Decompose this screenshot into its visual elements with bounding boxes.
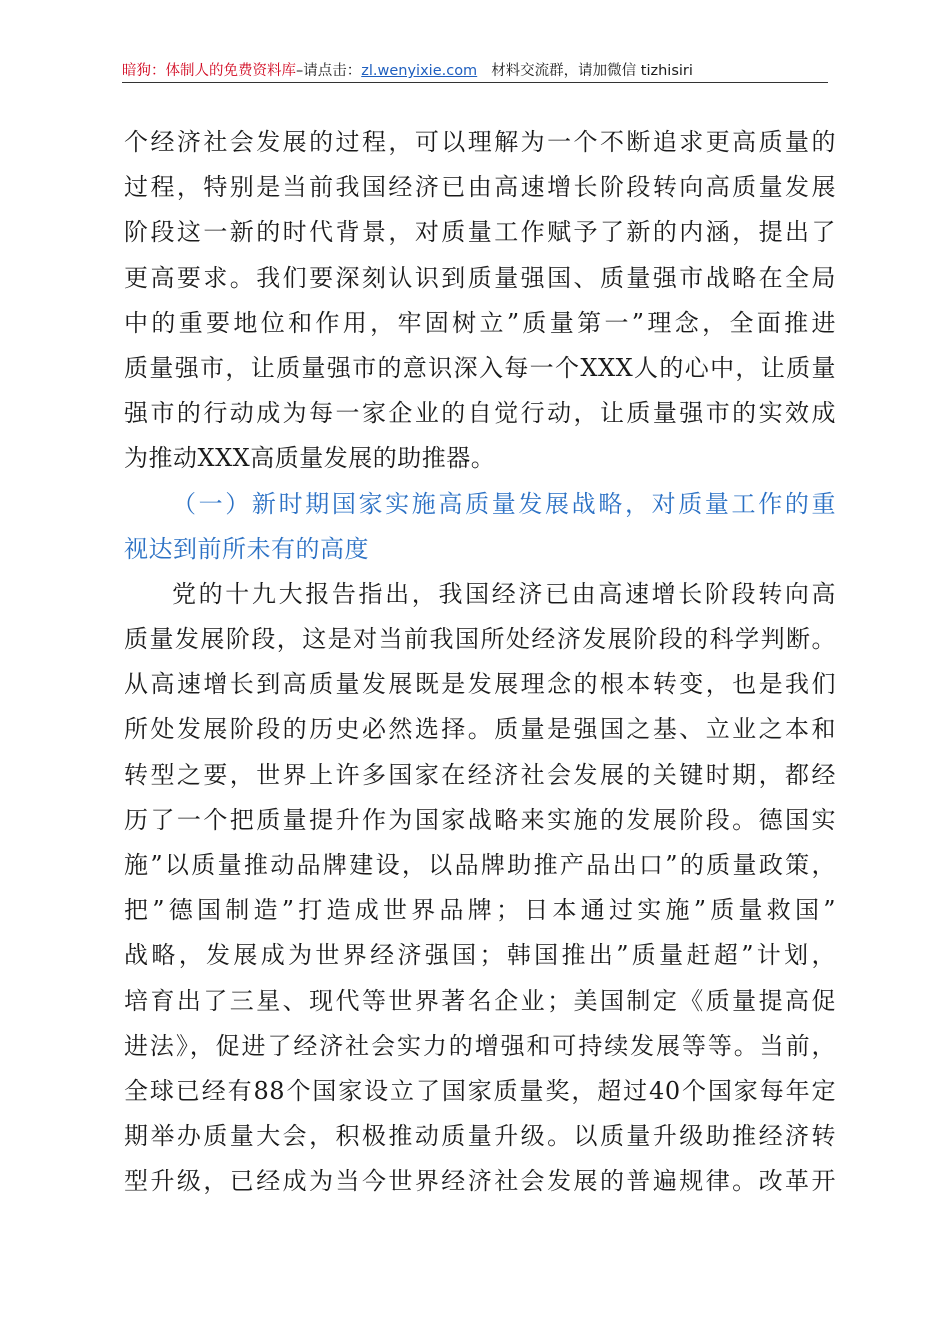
text-line: 从高速增长到高质量发展既是发展理念的根本转变，也是我们 — [124, 670, 836, 699]
document-body — [124, 120, 836, 1205]
paragraph-1 — [124, 120, 836, 482]
header-link[interactable]: zl.wenyixie.com — [361, 63, 478, 79]
heading-line: （一）新时期国家实施高质量发展战略，对质量工作的重 — [172, 489, 836, 518]
text-line: 型升级，已经成为当今世界经济社会发展的普遍规律。改革开 — [124, 1167, 836, 1196]
text-line: 施”以质量推动品牌建设，以品牌助推产品出口”的质量政策， — [124, 851, 836, 879]
text-line: 党的十九大报告指出，我国经济已由高速增长阶段转向高 — [172, 579, 836, 608]
page-header — [122, 58, 828, 84]
header-site-name: 暗狗：体制人的免费资料库 — [122, 63, 296, 79]
text-line: 为推动XXX高质量发展的助推器。 — [124, 444, 496, 473]
header-click-prompt: –请点击： — [296, 63, 362, 79]
text-line: 所处发展阶段的历史必然选择。质量是强国之基、立业之本和 — [124, 715, 836, 744]
text-line: 更高要求。我们要深刻认识到质量强国、质量强市战略在全局 — [124, 263, 836, 292]
text-line: 个经济社会发展的过程，可以理解为一个不断追求更高质量的 — [124, 128, 836, 156]
heading-line: 视达到前所未有的高度 — [124, 534, 369, 563]
text-line: 战略，发展成为世界经济强国；韩国推出”质量赶超”计划， — [124, 941, 836, 970]
text-line: 历了一个把质量提升作为国家战略来实施的发展阶段。德国实 — [124, 805, 836, 834]
text-line: 转型之要，世界上许多国家在经济社会发展的关键时期，都经 — [124, 760, 836, 789]
text-line: 中的重要地位和作用，牢固树立”质量第一”理念，全面推进 — [124, 308, 836, 337]
text-line: 全球已经有88个国家设立了国家质量奖，超过40个国家每年定 — [124, 1076, 836, 1105]
text-line: 质量强市，让质量强市的意识深入每一个XXX人的心中，让质量 — [124, 353, 836, 382]
header-wechat-note: 材料交流群，请加微信 tizhisiri — [491, 63, 693, 79]
text-line: 进法》，促进了经济社会实力的增强和可持续发展等等。当前， — [124, 1031, 836, 1060]
header-divider — [122, 82, 828, 83]
section-heading — [124, 482, 836, 572]
text-line: 过程，特别是当前我国经济已由高速增长阶段转向高质量发展 — [124, 173, 836, 202]
text-line: 强市的行动成为每一家企业的自觉行动，让质量强市的实效成 — [124, 399, 836, 428]
text-line: 把”德国制造”打造成世界品牌；日本通过实施”质量救国” — [124, 896, 836, 925]
text-line: 质量发展阶段，这是对当前我国所处经济发展阶段的科学判断。 — [124, 625, 836, 654]
paragraph-2 — [124, 572, 836, 1205]
text-line: 阶段这一新的时代背景，对质量工作赋予了新的内涵，提出了 — [124, 218, 836, 247]
text-line: 培育出了三星、现代等世界著名企业；美国制定《质量提高促 — [124, 986, 836, 1015]
text-line: 期举办质量大会，积极推动质量升级。以质量升级助推经济转 — [124, 1122, 836, 1151]
